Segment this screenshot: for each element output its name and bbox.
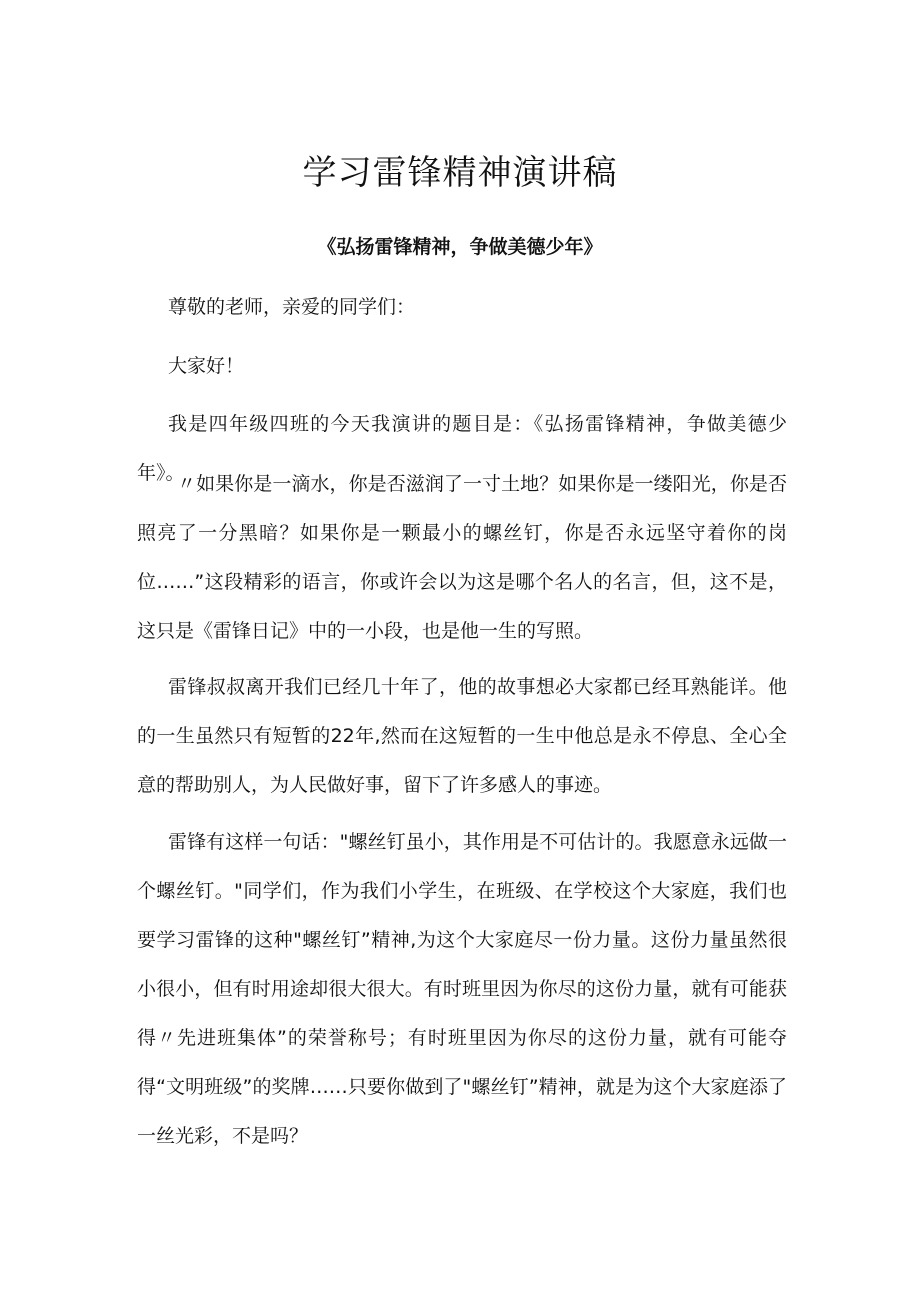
speech-subtitle: 《弘扬雷锋精神，争做美德少年》 [317, 236, 603, 258]
hello-paragraph: 大家好！ [168, 355, 245, 377]
page-title: 学习雷锋精神演讲稿 [302, 153, 618, 193]
quote-paragraph: 〃如果你是一滴水，你是否滋润了一寸土地？如果你是一缕阳光，你是否照亮了一分黑暗？如果你是一颗最小的螺丝钉，你是否永远坚守着你的岗位……”这段精彩的语言，你或许会以为这是哪个名人的名言，但，这不是，这只是《雷锋日记》中的一小段，也是他一生的写照。 [137, 473, 787, 642]
greeting-paragraph: 尊敬的老师，亲爱的同学们： [168, 296, 416, 318]
intro-paragraph: 我是四年级四班的今天我演讲的题目是：《弘扬雷锋精神，争做美德少年》。 [137, 413, 787, 484]
screw-paragraph: 雷锋有这样一句话："螺丝钉虽小，其作用是不可估计的。我愿意永远做一个螺丝钉。"同学们，作为我们小学生，在班级、在学校这个大家庭，我们也要学习雷锋的这种"螺丝钉”精神,为这个大家庭尽一份力量。这份力量虽然很小很小，但有时用途却很大很大。有时班里因为你尽的这份力量，就有可能获得〃先进班集体”的荣誉称号；有时班里因为你尽的这份力量，就有可能夺得“文明班级”的奖牌……只要你做到了"螺丝钉”精神，就是为这个大家庭添了一丝光彩，不是吗？ [137, 831, 787, 1147]
story-paragraph: 雷锋叔叔离开我们已经几十年了，他的故事想必大家都已经耳熟能详。他的一生虽然只有短暂的22年,然而在这短暂的一生中他总是永不停息、全心全意的帮助别人，为人民做好事，留下了许多感人的事迹。 [137, 676, 787, 796]
